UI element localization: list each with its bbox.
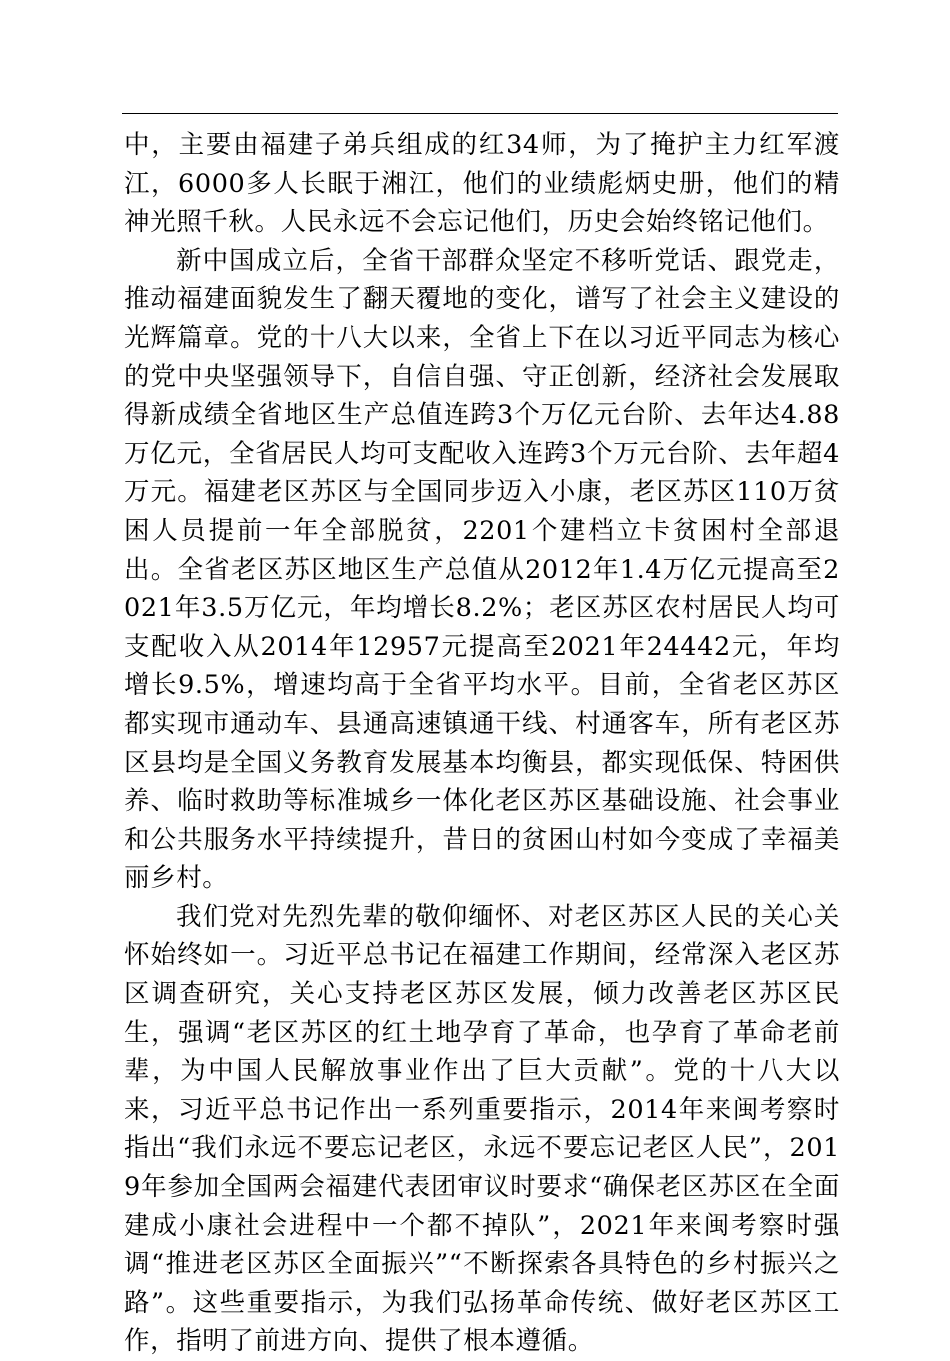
header-rule: [122, 113, 838, 114]
paragraph-2: 新中国成立后，全省干部群众坚定不移听党话、跟党走，推动福建面貌发生了翻天覆地的变化，谱写了社会主义建设的光辉篇章。党的十八大以来，全省上下在以习近平同志为核心的党中央坚强领导下，自信自强、守正创新，经济社会发展取得新成绩全省地区生产总值连跨3个万亿元台阶、去年达4.88万亿元，全省居民人均可支配收入连跨3个万元台阶、去年超4万元。福建老区苏区与全国同步迈入小康，老区苏区110万贫困人员提前一年全部脱贫，2201个建档立卡贫困村全部退出。全省老区苏区地区生产总值从2012年1.4万亿元提高至2021年3.5万亿元，年均增长8.2%；老区苏区农村居民人均可支配收入从2014年12957元提高至2021年24442元，年均增长9.5%，增速均高于全省平均水平。目前，全省老区苏区都实现市通动车、县通高速镇通干线、村通客车，所有老区苏区县均是全国义务教育发展基本均衡县，都实现低保、特困供养、临时救助等标准城乡一体化老区苏区基础设施、社会事业和公共服务水平持续提升，昔日的贫困山村如今变成了幸福美丽乡村。: [124, 245, 840, 894]
paragraph-3: 我们党对先烈先辈的敬仰缅怀、对老区苏区人民的关心关怀始终如一。习近平总书记在福建工作期间，经常深入老区苏区调查研究，关心支持老区苏区发展，倾力改善老区苏区民生，强调“老区苏区的红土地孕育了革命，也孕育了革命老前辈，为中国人民解放事业作出了巨大贡献”。党的十八大以来，习近平总书记作出一系列重要指示，2014年来闽考察时指出“我们永远不要忘记老区，永远不要忘记老区人民”，2019年参加全国两会福建代表团审议时要求“确保老区苏区在全面建成小康社会进程中一个都不掉队”，2021年来闽考察时强调“推进老区苏区全面振兴”“不断探索各具特色的乡村振兴之路”。这些重要指示，为我们弘扬革命传统、做好老区苏区工作，指明了前进方向、提供了根本遵循。: [124, 901, 840, 1357]
paragraph-1: 中，主要由福建子弟兵组成的红34师，为了掩护主力红军渡江，6000多人长眠于湘江，他们的业绩彪炳史册，他们的精神光照千秋。人民永远不会忘记他们，历史会始终铭记他们。: [124, 130, 840, 238]
body-text: [124, 126, 840, 1361]
